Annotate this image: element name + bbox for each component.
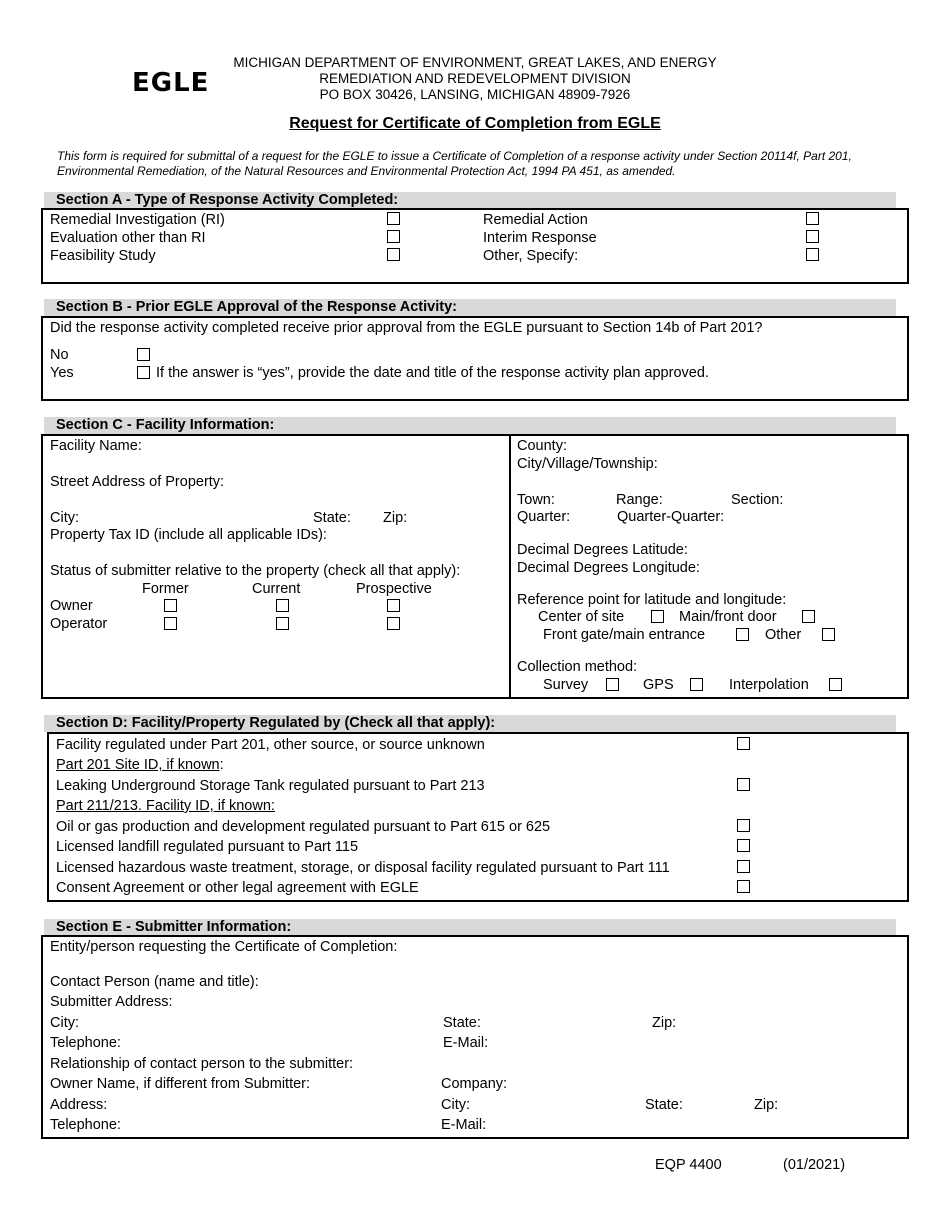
checkbox-evaluation-other[interactable] (387, 230, 400, 243)
form-title: Request for Certificate of Completion from EGLE (289, 115, 661, 132)
owner-email-label: E-Mail: (441, 1117, 487, 1133)
regulated-part-615-625: Oil or gas production and development regulated pursuant to Part 615 or 625 (56, 819, 551, 835)
checkbox-operator-current[interactable] (276, 617, 289, 630)
center-of-site-label: Center of site (538, 609, 625, 625)
regulated-part-201: Facility regulated under Part 201, other source, or source unknown (56, 737, 485, 753)
collection-method-label: Collection method: (517, 659, 638, 675)
checkbox-owner-former[interactable] (164, 599, 177, 612)
option-interim-response: Interim Response (483, 230, 597, 246)
agency-address: PO BOX 30426, LANSING, MICHIGAN 48909-7926 (319, 87, 631, 102)
form-revision-date: (01/2021) (783, 1157, 846, 1173)
answer-no-label: No (50, 347, 69, 363)
city-village-township-label: City/Village/Township: (517, 456, 658, 472)
latitude-label: Decimal Degrees Latitude: (517, 542, 688, 558)
section-c-divider (509, 434, 511, 699)
checkbox-survey[interactable] (606, 678, 619, 691)
division-name: REMEDIATION AND REDEVELOPMENT DIVISION (319, 71, 631, 86)
checkbox-operator-former[interactable] (164, 617, 177, 630)
agency-name: MICHIGAN DEPARTMENT OF ENVIRONMENT, GREAT LAKES, AND ENERGY (233, 55, 717, 70)
relationship-label: Relationship of contact person to the submitter: (50, 1056, 354, 1072)
option-feasibility-study: Feasibility Study (50, 248, 156, 264)
checkbox-owner-current[interactable] (276, 599, 289, 612)
col-current: Current (252, 581, 301, 597)
owner-company-label: Company: (441, 1076, 508, 1092)
section-label: Section: (731, 492, 784, 508)
row-operator: Operator (50, 616, 108, 632)
owner-address-label: Address: (50, 1097, 108, 1113)
submitter-email-label: E-Mail: (443, 1035, 489, 1051)
option-other-specify: Other, Specify: (483, 248, 579, 264)
checkbox-part-201[interactable] (737, 737, 750, 750)
checkbox-other-specify[interactable] (806, 248, 819, 261)
checkbox-part-111[interactable] (737, 860, 750, 873)
other-label: Other (765, 627, 802, 643)
checkbox-other[interactable] (822, 628, 835, 641)
checkbox-front-gate[interactable] (736, 628, 749, 641)
submitter-state-label: State: (443, 1015, 481, 1031)
checkbox-part-213[interactable] (737, 778, 750, 791)
col-prospective: Prospective (356, 581, 432, 597)
facility-city-label: City: (50, 510, 79, 526)
owner-city-label: City: (441, 1097, 470, 1113)
owner-state-label: State: (645, 1097, 683, 1113)
checkbox-gps[interactable] (690, 678, 703, 691)
section-d-heading: Section D: Facility/Property Regulated by (Check all that apply): (44, 715, 896, 732)
property-tax-id-label: Property Tax ID (include all applicable IDs): (50, 527, 327, 543)
submitter-city-label: City: (50, 1015, 79, 1031)
option-evaluation-other: Evaluation other than RI (50, 230, 206, 246)
checkbox-remedial-action[interactable] (806, 212, 819, 225)
option-remedial-investigation: Remedial Investigation (RI) (50, 212, 225, 228)
street-address-label: Street Address of Property: (50, 474, 225, 490)
option-remedial-action: Remedial Action (483, 212, 588, 228)
longitude-label: Decimal Degrees Longitude: (517, 560, 700, 576)
consent-agreement: Consent Agreement or other legal agreement with EGLE (56, 880, 419, 896)
checkbox-answer-yes[interactable] (137, 366, 150, 379)
gps-label: GPS (643, 677, 674, 693)
part-201-site-id-text: Part 201 Site ID, if known (56, 757, 220, 773)
section-b-heading: Section B - Prior EGLE Approval of the Response Activity: (44, 299, 896, 316)
submitter-zip-label: Zip: (652, 1015, 677, 1031)
main-front-door-label: Main/front door (679, 609, 777, 625)
facility-name-label: Facility Name: (50, 438, 142, 454)
intro-line-2: Environmental Remediation, of the Natural Resources and Environmental Protection Act, 1994 PA 451, as amended. (57, 163, 676, 178)
submitter-status-label: Status of submitter relative to the property (check all that apply): (50, 563, 461, 579)
checkbox-owner-prospective[interactable] (387, 599, 400, 612)
entity-requesting-label: Entity/person requesting the Certificate of Completion: (50, 939, 398, 955)
survey-label: Survey (543, 677, 589, 693)
range-label: Range: (616, 492, 663, 508)
contact-person-label: Contact Person (name and title): (50, 974, 259, 990)
row-owner: Owner (50, 598, 93, 614)
checkbox-operator-prospective[interactable] (387, 617, 400, 630)
egle-logo: EGLE (132, 68, 210, 98)
section-a-heading: Section A - Type of Response Activity Completed: (44, 192, 896, 209)
county-label: County: (517, 438, 567, 454)
form-number: EQP 4400 (655, 1157, 722, 1173)
reference-point-label: Reference point for latitude and longitude: (517, 592, 787, 608)
checkbox-feasibility-study[interactable] (387, 248, 400, 261)
yes-instruction: If the answer is “yes”, provide the date and title of the response activity plan approved. (156, 365, 709, 381)
section-e-heading: Section E - Submitter Information: (44, 919, 896, 936)
facility-zip-label: Zip: (383, 510, 408, 526)
regulated-part-213: Leaking Underground Storage Tank regulated pursuant to Part 213 (56, 778, 485, 794)
checkbox-interpolation[interactable] (829, 678, 842, 691)
checkbox-center-of-site[interactable] (651, 610, 664, 623)
regulated-part-111: Licensed hazardous waste treatment, storage, or disposal facility regulated pursuant to Part 111 (56, 860, 670, 876)
owner-telephone-label: Telephone: (50, 1117, 121, 1133)
form-intro (57, 149, 907, 178)
part-211-213-facility-id-label: Part 211/213. Facility ID, if known: (56, 798, 275, 814)
part-201-site-id-colon: : (219, 757, 224, 773)
answer-yes-label: Yes (50, 365, 74, 381)
intro-line-1: This form is required for submittal of a request for the EGLE to issue a Certificate of Completion of a response activity under Section 20114f, Part 201, (57, 149, 852, 163)
checkbox-main-front-door[interactable] (802, 610, 815, 623)
checkbox-remedial-investigation[interactable] (387, 212, 400, 225)
checkbox-part-615-625[interactable] (737, 819, 750, 832)
owner-zip-label: Zip: (754, 1097, 779, 1113)
town-label: Town: (517, 492, 555, 508)
submitter-address-label: Submitter Address: (50, 994, 173, 1010)
owner-name-label: Owner Name, if different from Submitter: (50, 1076, 311, 1092)
checkbox-answer-no[interactable] (137, 348, 150, 361)
regulated-part-115: Licensed landfill regulated pursuant to Part 115 (56, 839, 359, 855)
submitter-telephone-label: Telephone: (50, 1035, 121, 1051)
quarter-label: Quarter: (517, 509, 571, 525)
facility-state-label: State: (313, 510, 351, 526)
front-gate-label: Front gate/main entrance (543, 627, 706, 643)
quarter-quarter-label: Quarter-Quarter: (617, 509, 725, 525)
prior-approval-question: Did the response activity completed receive prior approval from the EGLE pursuant to Section 14b of Part 201? (50, 320, 763, 336)
part-201-site-id-label (56, 757, 224, 774)
col-former: Former (142, 581, 189, 597)
checkbox-interim-response[interactable] (806, 230, 819, 243)
interpolation-label: Interpolation (729, 677, 809, 693)
section-c-heading: Section C - Facility Information: (44, 417, 896, 434)
checkbox-consent-agreement[interactable] (737, 880, 750, 893)
checkbox-part-115[interactable] (737, 839, 750, 852)
